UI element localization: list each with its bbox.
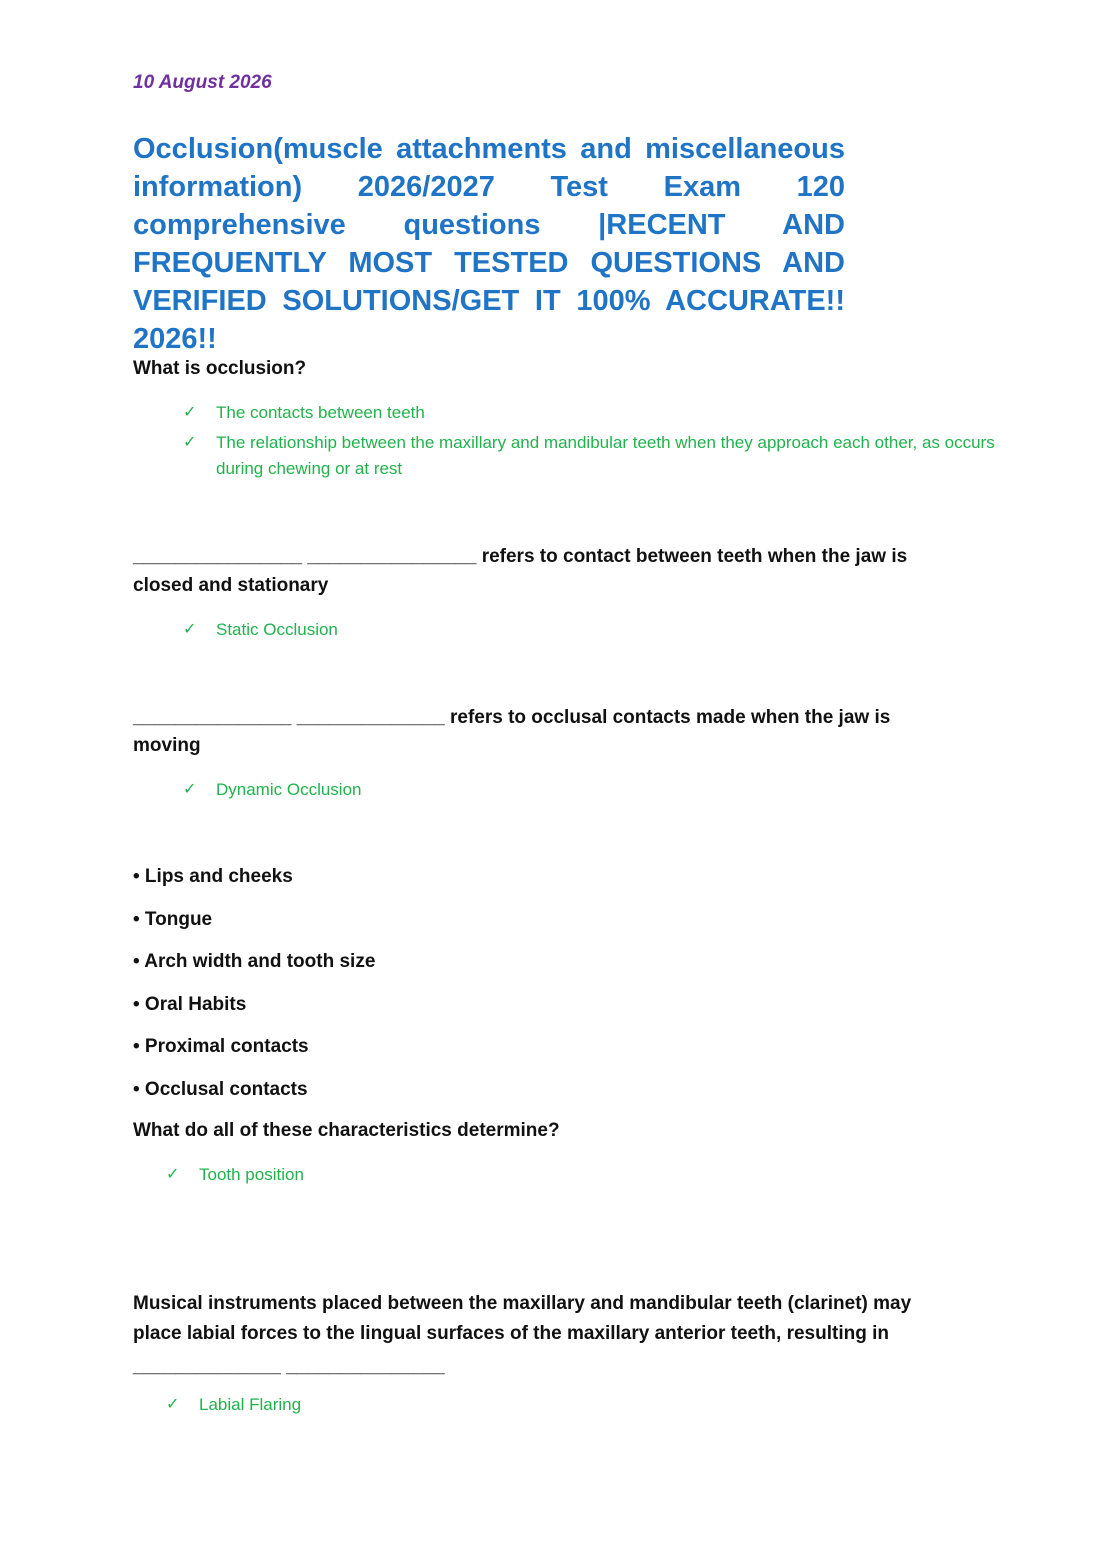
answer-text: Labial Flaring xyxy=(199,1395,302,1414)
answer-text: The relationship between the maxillary and mandibular teeth when they approach each other, as occurs during chewing or at rest xyxy=(216,433,995,478)
answer-4 xyxy=(166,1162,304,1188)
question-4: What do all of these characteristics determine? xyxy=(133,1120,560,1141)
characteristics-list xyxy=(133,862,375,1118)
checkmark-icon: ✓ xyxy=(183,434,197,451)
question-5-line3: ______________ _______________ xyxy=(133,1356,445,1377)
checkmark-icon: ✓ xyxy=(166,1396,180,1413)
answer-5 xyxy=(166,1392,301,1418)
checkmark-icon: ✓ xyxy=(183,621,197,638)
question-3-line2: moving xyxy=(133,735,201,756)
answer-text: Tooth position xyxy=(199,1165,304,1184)
list-item: • Arch width and tooth size xyxy=(133,951,376,973)
answer-text: Static Occlusion xyxy=(216,620,338,639)
question-1: What is occlusion? xyxy=(133,358,307,379)
question-2-line2: closed and stationary xyxy=(133,575,329,596)
question-5-line2: place labial forces to the lingual surfaces of the maxillary anterior teeth, resulting in xyxy=(133,1323,889,1344)
document-title: Occlusion(muscle attachments and miscellaneous information) 2026/2027 Test Exam 120 comprehensive questions |RECENT AND FREQUENTLY MOST TESTED QUESTIONS AND VERIFIED SOLUTIONS/GET IT 100% ACCURATE!! 2026!! xyxy=(133,133,845,355)
answer-2 xyxy=(183,617,338,643)
question-2-line1: ________________ ________________ refers to contact between teeth when the jaw is xyxy=(133,546,908,567)
document-date: 10 August 2026 xyxy=(133,72,272,93)
checkmark-icon: ✓ xyxy=(183,404,197,421)
answer-text: The contacts between teeth xyxy=(216,403,425,422)
question-3-line1: _______________ ______________ refers to occlusal contacts made when the jaw is xyxy=(133,707,891,728)
list-item: • Oral Habits xyxy=(133,993,247,1015)
list-item: • Lips and cheeks xyxy=(133,866,293,887)
list-item: • Occlusal contacts xyxy=(133,1078,308,1100)
list-item: • Proximal contacts xyxy=(133,1036,309,1058)
answer-1a xyxy=(183,400,425,426)
checkmark-icon: ✓ xyxy=(183,781,197,798)
answer-3 xyxy=(183,777,362,803)
answer-1b xyxy=(183,430,1013,482)
list-item: • Tongue xyxy=(133,908,213,930)
question-5-line1: Musical instruments placed between the maxillary and mandibular teeth (clarinet) may xyxy=(133,1293,912,1314)
answer-text: Dynamic Occlusion xyxy=(216,780,362,799)
checkmark-icon: ✓ xyxy=(166,1166,180,1183)
